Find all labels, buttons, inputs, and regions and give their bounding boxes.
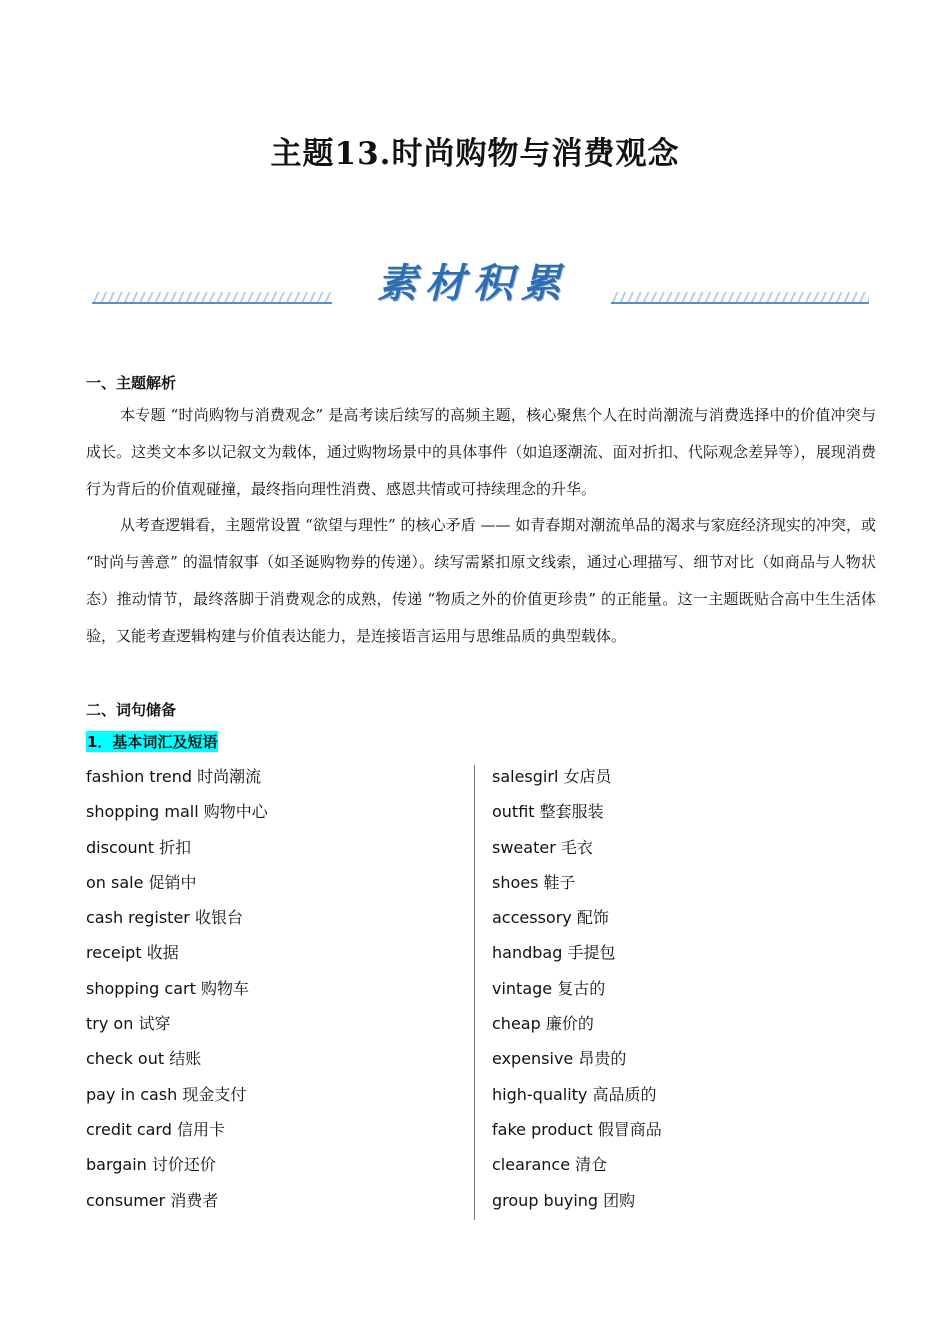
vocab-item bbox=[492, 833, 872, 868]
vocab-english: high-quality bbox=[492, 1084, 588, 1104]
section1-heading: 一、主题解析 bbox=[86, 374, 177, 392]
vocab-chinese: 时尚潮流 bbox=[197, 767, 262, 786]
vocab-chinese: 购物车 bbox=[200, 978, 249, 998]
page-title: 主题13.时尚购物与消费观念 bbox=[270, 136, 680, 172]
banner-title: 素材积累 bbox=[377, 260, 569, 307]
vocab-english: bargain bbox=[86, 1155, 147, 1175]
vocab-chinese: 消费者 bbox=[170, 1190, 219, 1210]
banner-decoration-right bbox=[611, 292, 869, 304]
vocab-english: group buying bbox=[492, 1190, 599, 1210]
vocab-chinese: 复古的 bbox=[557, 978, 606, 998]
vocab-item bbox=[492, 797, 872, 832]
vocab-column-right bbox=[492, 762, 872, 1221]
vocab-chinese: 促销中 bbox=[148, 872, 197, 892]
vocab-english: cash register bbox=[86, 908, 190, 928]
vocab-item bbox=[86, 1009, 466, 1044]
vocab-chinese: 收据 bbox=[146, 943, 179, 963]
vocab-item bbox=[86, 938, 466, 973]
section2-heading: 二、词句储备 bbox=[86, 701, 177, 719]
section1-paragraph-2: 从考查逻辑看，主题常设置 “欲望与理性” 的核心矛盾 —— 如青春期对潮流单品的渴求与家庭经济现实的冲突，或 “时尚与善意” 的温情叙事（如圣诞购物券的传递）。续写需紧扣原文线索，通过心理描写、细节对比（如商品与人物状态）推动情节，最终落脚于消费观念的成熟，传递 “物质之外的价值更珍贵” 的正能量。这一主题既贴合高中生生活体验，又能考查逻辑构建与价值表达能力，是连接语言运用与思维品质的典型载体。 bbox=[86, 516, 876, 645]
vocab-item bbox=[492, 1009, 872, 1044]
vocab-english: vintage bbox=[492, 978, 553, 998]
vocab-item bbox=[86, 797, 466, 832]
vocab-chinese: 购物中心 bbox=[203, 802, 268, 822]
vocab-chinese: 配饰 bbox=[576, 908, 609, 928]
vocab-chinese: 女店员 bbox=[563, 767, 612, 786]
vocab-chinese: 收银台 bbox=[194, 908, 243, 928]
vocab-chinese: 高品质的 bbox=[592, 1084, 657, 1104]
vocab-chinese: 试穿 bbox=[138, 1014, 171, 1034]
vocab-item bbox=[86, 1080, 466, 1115]
vocab-item bbox=[86, 762, 466, 797]
vocab-item bbox=[86, 1150, 466, 1185]
vocab-english: expensive bbox=[492, 1049, 574, 1069]
vocab-english: salesgirl bbox=[492, 767, 559, 786]
vocab-chinese: 结账 bbox=[169, 1049, 202, 1069]
vocab-english: fashion trend bbox=[86, 767, 193, 786]
vocab-english: handbag bbox=[492, 943, 563, 963]
vocab-item bbox=[492, 1080, 872, 1115]
banner-decoration-left bbox=[92, 292, 332, 304]
vocab-chinese: 手提包 bbox=[567, 943, 616, 963]
vocab-chinese: 清仓 bbox=[575, 1155, 608, 1175]
vocab-chinese: 假冒商品 bbox=[597, 1119, 662, 1139]
vocab-item bbox=[86, 833, 466, 868]
vocab-item bbox=[86, 1044, 466, 1079]
vocab-english: check out bbox=[86, 1049, 165, 1069]
vocab-chinese: 整套服装 bbox=[539, 802, 604, 822]
vocab-item bbox=[492, 868, 872, 903]
vocab-english: try on bbox=[86, 1014, 134, 1034]
column-divider bbox=[474, 765, 475, 1220]
vocab-english: cheap bbox=[492, 1014, 541, 1034]
vocab-english: clearance bbox=[492, 1155, 571, 1175]
vocab-item bbox=[86, 868, 466, 903]
section1-paragraph-1: 本专题 “时尚购物与消费观念” 是高考读后续写的高频主题，核心聚焦个人在时尚潮流与消费选择中的价值冲突与成长。这类文本多以记叙文为载体，通过购物场景中的具体事件（如追逐潮流、面对折扣、代际观念差异等），展现消费行为背后的价值观碰撞，最终指向理性消费、感恩共情或可持续理念的升华。 bbox=[86, 406, 876, 498]
vocab-chinese: 折扣 bbox=[159, 837, 192, 857]
vocab-chinese: 廉价的 bbox=[545, 1014, 594, 1034]
vocab-column-left bbox=[86, 762, 466, 1221]
vocab-english: on sale bbox=[86, 872, 144, 892]
vocab-english: shopping cart bbox=[86, 978, 196, 998]
vocab-english: shoes bbox=[492, 872, 539, 892]
vocab-chinese: 信用卡 bbox=[176, 1119, 225, 1139]
vocab-english: receipt bbox=[86, 943, 142, 963]
vocab-english: consumer bbox=[86, 1190, 166, 1210]
vocab-item bbox=[492, 903, 872, 938]
vocab-item bbox=[492, 1150, 872, 1185]
vocab-chinese: 讨价还价 bbox=[151, 1155, 216, 1175]
vocab-item bbox=[492, 1044, 872, 1079]
vocab-chinese: 鞋子 bbox=[543, 872, 576, 892]
vocab-item bbox=[86, 903, 466, 938]
vocab-item bbox=[492, 938, 872, 973]
vocab-english: shopping mall bbox=[86, 802, 199, 822]
vocab-item bbox=[86, 974, 466, 1009]
vocab-item bbox=[86, 1186, 466, 1221]
vocab-english: credit card bbox=[86, 1119, 172, 1139]
vocab-item bbox=[492, 974, 872, 1009]
vocab-subheading: 1．基本词汇及短语 bbox=[87, 733, 218, 751]
vocab-chinese: 昂贵的 bbox=[578, 1049, 627, 1069]
vocab-english: accessory bbox=[492, 908, 572, 928]
vocab-item bbox=[86, 1115, 466, 1150]
vocab-english: discount bbox=[86, 837, 155, 857]
vocab-item bbox=[492, 1186, 872, 1221]
vocab-english: fake product bbox=[492, 1119, 593, 1139]
vocab-chinese: 毛衣 bbox=[560, 837, 593, 857]
vocab-english: outfit bbox=[492, 802, 535, 822]
vocab-item bbox=[492, 1115, 872, 1150]
vocab-english: sweater bbox=[492, 837, 556, 857]
vocab-chinese: 现金支付 bbox=[182, 1084, 247, 1104]
vocab-english: pay in cash bbox=[86, 1084, 178, 1104]
vocab-item bbox=[492, 762, 872, 797]
vocab-chinese: 团购 bbox=[603, 1190, 636, 1210]
